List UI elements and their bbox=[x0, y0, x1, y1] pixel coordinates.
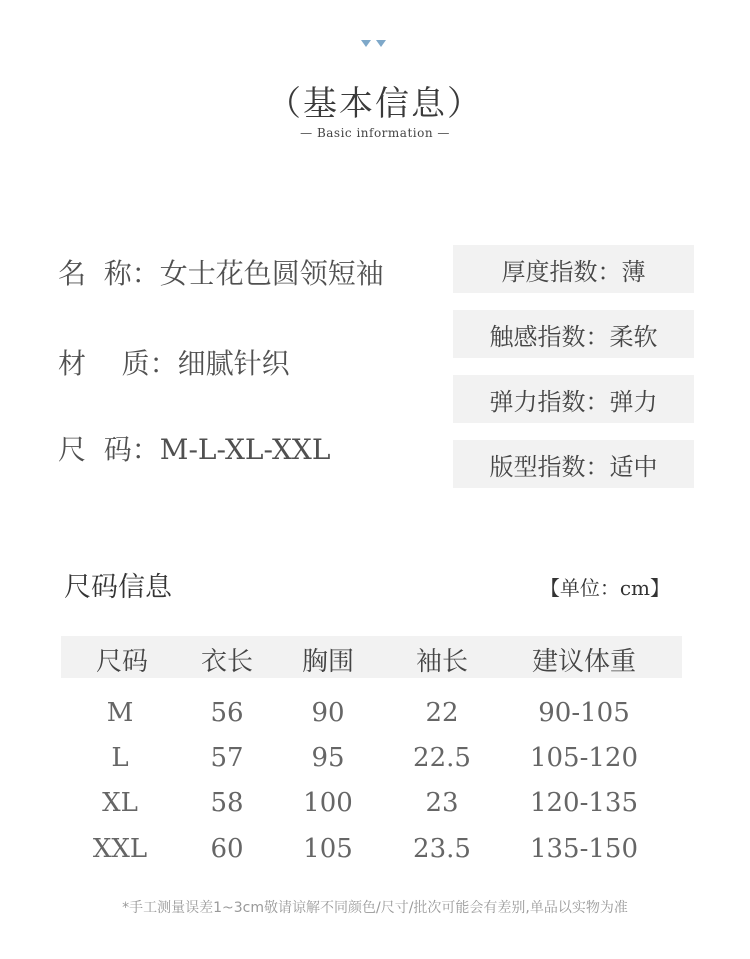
column-header: 建议体重 bbox=[531, 647, 637, 677]
thickness-index: 厚度指数：薄 bbox=[453, 245, 694, 293]
table-cell: 95 bbox=[311, 743, 345, 773]
size-info-title: 尺码信息 bbox=[64, 572, 172, 603]
column-header: 胸围 bbox=[301, 647, 355, 677]
chevron-down-decoration-icon bbox=[361, 40, 389, 50]
fit-index: 版型指数：适中 bbox=[453, 440, 694, 488]
product-sizes: 尺 码：M-L-XL-XXL bbox=[58, 433, 331, 466]
table-cell: 100 bbox=[303, 788, 353, 818]
table-cell: 105 bbox=[303, 834, 353, 864]
page-subtitle: — Basic information — bbox=[300, 126, 450, 140]
product-name: 名 称：女士花色圆领短袖 bbox=[58, 257, 384, 290]
table-cell: 90-105 bbox=[538, 698, 630, 728]
measurement-footnote: *手工测量误差1~3cm敬请谅解不同颜色/尺寸/批次可能会有差别,单品以实物为准 bbox=[122, 900, 628, 916]
touch-index: 触感指数：柔软 bbox=[453, 310, 694, 358]
column-header: 袖长 bbox=[415, 647, 469, 677]
table-cell: 23 bbox=[425, 788, 459, 818]
table-cell: 135-150 bbox=[529, 834, 639, 864]
table-cell: 23.5 bbox=[413, 834, 471, 864]
column-header: 尺码 bbox=[95, 647, 149, 677]
unit-label: 【单位：cm】 bbox=[539, 576, 670, 600]
table-cell: 22 bbox=[425, 698, 459, 728]
product-material: 材 质：细腻针织 bbox=[58, 347, 290, 380]
elasticity-index: 弹力指数：弹力 bbox=[453, 375, 694, 423]
table-cell: L bbox=[111, 743, 129, 773]
table-cell: 105-120 bbox=[529, 743, 639, 773]
table-cell: 56 bbox=[210, 698, 244, 728]
table-cell: 57 bbox=[210, 743, 244, 773]
table-cell: XXL bbox=[92, 834, 148, 864]
column-header: 衣长 bbox=[200, 647, 254, 677]
table-cell: 22.5 bbox=[413, 743, 471, 773]
table-cell: 58 bbox=[210, 788, 244, 818]
table-cell: M bbox=[106, 698, 134, 728]
page-title: （基本信息） bbox=[267, 84, 483, 124]
table-cell: 90 bbox=[311, 698, 345, 728]
table-cell: XL bbox=[102, 788, 138, 818]
table-cell: 60 bbox=[210, 834, 244, 864]
table-cell: 120-135 bbox=[529, 788, 639, 818]
